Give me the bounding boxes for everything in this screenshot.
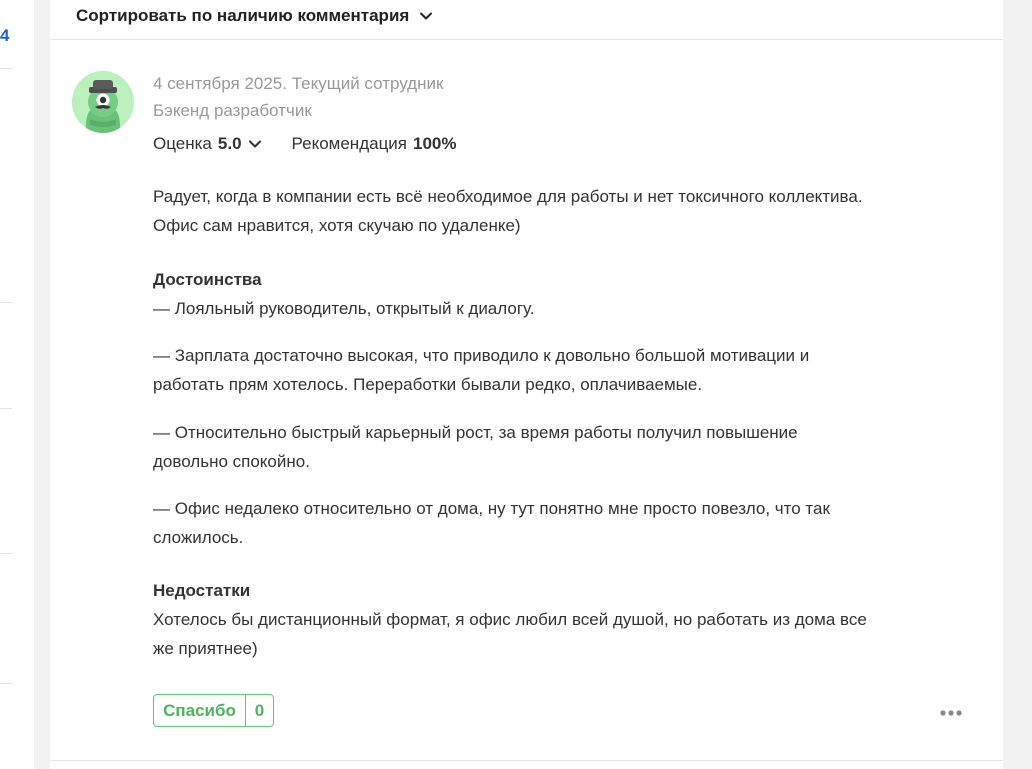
page-gutter-right bbox=[1003, 0, 1032, 769]
left-partial-number[interactable]: 4 bbox=[0, 26, 10, 45]
cons-text: Хотелось бы дистанционный формат, я офис любил всей душой, но работать из дома все же приятнее) bbox=[153, 610, 867, 658]
divider bbox=[50, 760, 1003, 761]
thanks-button[interactable] bbox=[153, 694, 274, 727]
monster-avatar-icon bbox=[72, 71, 134, 133]
chevron-down-icon bbox=[419, 9, 433, 23]
thanks-count: 0 bbox=[254, 700, 265, 720]
more-dots-icon[interactable] bbox=[938, 704, 964, 722]
reviewer-position: Бэкенд разработчик bbox=[153, 101, 312, 120]
recommendation-label: Рекомендация bbox=[291, 134, 408, 153]
chevron-down-icon bbox=[248, 137, 262, 151]
pros-item: — Офис недалеко относительно от дома, ну тут понятно мне просто повезло, что так сложилось. bbox=[153, 499, 830, 547]
divider bbox=[0, 68, 12, 69]
divider bbox=[0, 302, 12, 303]
pros-title: Достоинства bbox=[153, 270, 262, 289]
sort-dropdown[interactable] bbox=[76, 4, 433, 28]
left-panel bbox=[0, 0, 34, 769]
rating-value: 5.0 bbox=[217, 134, 242, 153]
review-intro: Радует, когда в компании есть всё необходимое для работы и нет токсичного коллектива. Офис сам нравится, хотя скучаю по удаленке) bbox=[153, 187, 863, 235]
review-ratings bbox=[153, 132, 457, 156]
sort-bar bbox=[50, 0, 1003, 40]
cons-title: Недостатки bbox=[153, 581, 251, 600]
pros-item: — Лояльный руководитель, открытый к диалогу. bbox=[153, 299, 535, 318]
recommendation-value: 100% bbox=[413, 134, 457, 153]
reviewer-avatar bbox=[72, 71, 134, 133]
divider bbox=[0, 408, 12, 409]
divider bbox=[0, 683, 12, 684]
pros-item: — Зарплата достаточно высокая, что приводило к довольно большой мотивации и работать прям хотелось. Переработки бывали редко, оплачиваемые. bbox=[153, 346, 810, 394]
review-date-status: 4 сентября 2025. Текущий сотрудник bbox=[153, 74, 444, 93]
page-gutter-left bbox=[34, 0, 50, 769]
rating-dropdown[interactable] bbox=[218, 134, 262, 154]
sort-label: Сортировать по наличию комментария bbox=[76, 6, 410, 25]
reviews-card bbox=[50, 0, 1003, 769]
pros-item: — Относительно быстрый карьерный рост, за время работы получил повышение довольно спокойно. bbox=[153, 423, 798, 471]
thanks-label: Спасибо bbox=[154, 695, 246, 726]
divider bbox=[0, 553, 12, 554]
rating-label: Оценка bbox=[153, 134, 212, 153]
